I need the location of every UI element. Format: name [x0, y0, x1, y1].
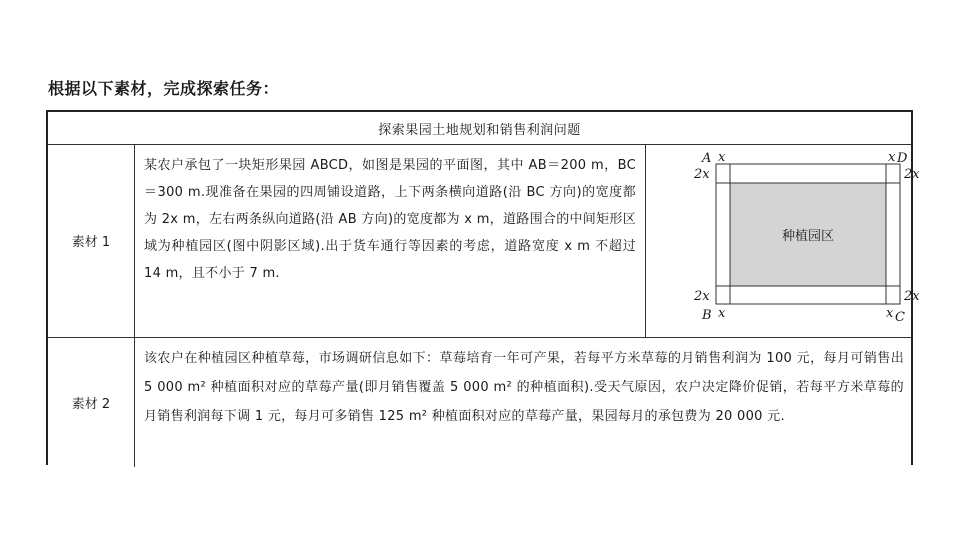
- top-right-x-label: x: [888, 150, 896, 165]
- corner-a-label: A: [702, 151, 712, 166]
- material-2-row: [48, 338, 911, 467]
- material-table: [46, 110, 920, 465]
- material-1-label: 素材 1: [48, 144, 135, 337]
- material-2-text: 该农户在种植园区种植草莓，市场调研信息如下：草莓培育一年可产果，若每平方米草莓的月销售利润为 100 元，每月可销售出 5 000 m² 种植面积对应的草莓产量(即月销售覆盖 5 000 m² 的种植面积).受天气原因，农户决定降价促销，若每平方米草莓的月销售利润每下调 1 元，每月可多销售 125 m² 种植面积对应的草莓产量，果园每月的承包费为 20 000 元.: [144, 351, 904, 424]
- bottom-left-x-label: x: [718, 306, 726, 321]
- left-bottom-2x-label: 2x: [694, 289, 710, 304]
- corner-b-label: B: [702, 308, 712, 323]
- top-left-x-label: x: [718, 150, 726, 165]
- orchard-diagram: [668, 150, 928, 330]
- column-divider: [645, 144, 646, 337]
- bottom-right-x-label: x: [886, 306, 894, 321]
- right-bottom-2x-label: 2x: [904, 289, 920, 304]
- table-title: 探索果园土地规划和销售利润问题: [48, 112, 911, 145]
- right-top-2x-label: 2x: [904, 167, 920, 182]
- material-1-row: [48, 144, 920, 338]
- left-top-2x-label: 2x: [694, 167, 710, 182]
- corner-c-label: C: [895, 310, 905, 325]
- planting-area-label: 种植园区: [781, 229, 835, 244]
- material-2-label: 素材 2: [48, 338, 135, 467]
- corner-d-label: D: [897, 151, 908, 166]
- intro-text: 根据以下素材，完成探索任务：: [48, 79, 280, 98]
- material-1-text: 某农户承包了一块矩形果园 ABCD，如图是果园的平面图，其中 AB＝200 m，BC＝300 m.现准备在果园的四周铺设道路，上下两条横向道路(沿 BC 方向)的宽度都为 2x m，左右两条纵向道路(沿 AB 方向)的宽度都为 x m，道路围合的中间矩形区域为种植园区(图中阴影区域).出于货车通行等因素的考虑，道路宽度 x m 不超过 14 m，且不小于 7 m.: [144, 158, 636, 281]
